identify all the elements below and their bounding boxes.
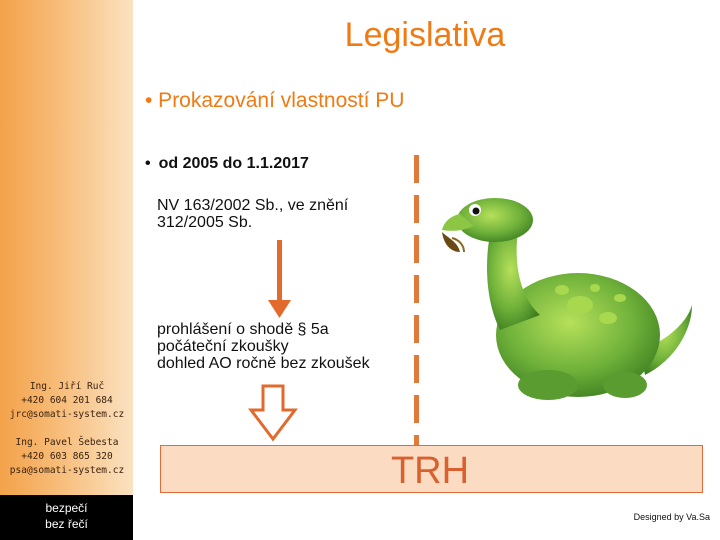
declaration-line: dohled AO ročně bez zkoušek	[157, 355, 370, 372]
regulation-line: 312/2005 Sb.	[157, 214, 253, 231]
contact-name: Ing. Pavel Šebesta	[15, 437, 119, 448]
market-label: TRH	[390, 450, 470, 492]
dashed-separator	[414, 155, 419, 445]
declaration-line: prohlášení o shodě § 5a	[157, 321, 329, 338]
slogan-line: bez řečí	[45, 517, 88, 531]
slogan	[0, 500, 133, 532]
down-arrow-icon	[265, 240, 295, 320]
regulation-line: NV 163/2002 Sb., ve znění	[157, 197, 349, 214]
period-bullet	[145, 155, 309, 173]
contact-card	[6, 436, 128, 478]
contact-phone: +420 603 865 320	[21, 451, 113, 462]
hollow-down-arrow-icon	[248, 384, 298, 442]
contact-name: Ing. Jiří Ruč	[29, 381, 105, 392]
period-text: od 2005 do 1.1.2017	[158, 155, 309, 172]
contact-card	[6, 380, 128, 422]
regulation-text	[157, 197, 348, 231]
contact-email[interactable]: psa@somati-system.cz	[9, 465, 125, 476]
dinosaur-illustration	[430, 180, 700, 410]
bullet-marker: •	[145, 155, 151, 172]
slide-subtitle: • Prokazování vlastností PU	[145, 89, 405, 112]
declaration-line: počáteční zkoušky	[157, 338, 289, 355]
slogan-line: bezpečí	[45, 501, 88, 515]
contact-email[interactable]: jrc@somati-system.cz	[9, 409, 125, 420]
contact-phone: +420 604 201 684	[21, 395, 113, 406]
designer-credit: Designed by Va.Sa	[633, 512, 710, 522]
slide-title: Legislativa	[344, 16, 506, 54]
declaration-text	[157, 321, 370, 372]
